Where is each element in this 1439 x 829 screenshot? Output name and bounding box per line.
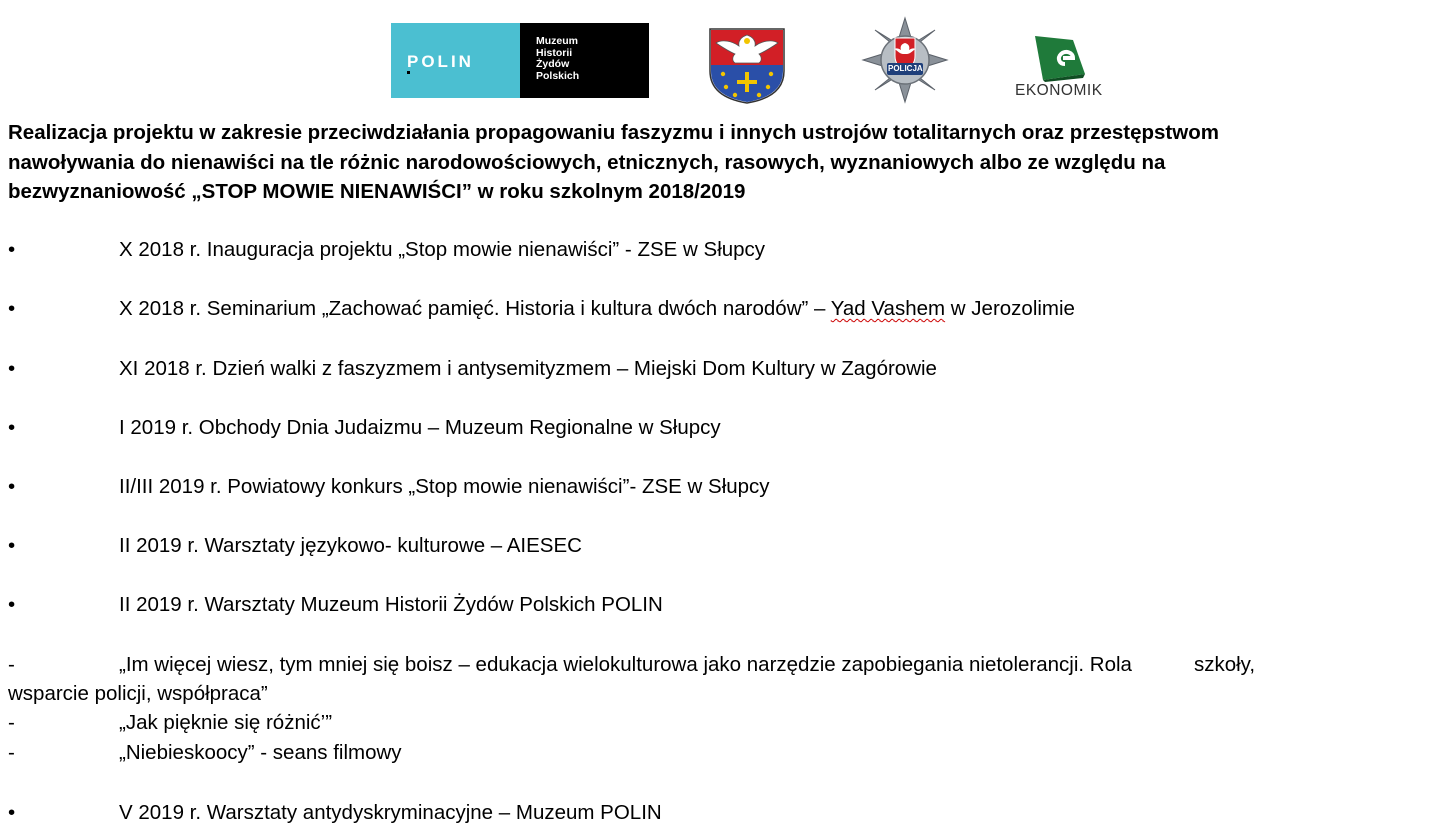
list-item: • II/III 2019 r. Powiatowy konkurs „Stop mowie nienawiści”- ZSE w Słupcy: [8, 472, 770, 501]
polin-logo: [391, 23, 649, 98]
police-logo: [861, 16, 949, 104]
ekonomik-emblem-icon: [1013, 34, 1115, 82]
dash-marker: -: [8, 653, 15, 676]
bullet-marker: •: [8, 416, 16, 439]
sub-list-item: - „Niebieskoocy” - seans filmowy: [8, 738, 402, 767]
coat-of-arms-icon: [708, 27, 786, 105]
bullet-marker: •: [8, 475, 16, 498]
list-item: • V 2019 r. Warsztaty antydyskryminacyjne – Muzeum POLIN: [8, 798, 662, 827]
list-item: • XI 2018 r. Dzień walki z faszyzmem i antysemityzmem – Miejski Dom Kultury w Zagórowie: [8, 354, 937, 383]
list-item: • X 2018 r. Inauguracja projektu „Stop mowie nienawiści” - ZSE w Słupcy: [8, 235, 765, 264]
sub-list-item: - „Im więcej wiesz, tym mniej się boisz – edukacja wielokulturowa jako narzędzie zapobiegania nietolerancji. Rola szkoły, wsparcie policji, współpraca”: [8, 650, 1433, 708]
list-item: • I 2019 r. Obchody Dnia Judaizmu – Muzeum Regionalne w Słupcy: [8, 413, 721, 442]
bullet-marker: •: [8, 801, 16, 824]
logo-bar: [0, 16, 1439, 106]
sub-list-item: - „Jak pięknie się różnić’”: [8, 708, 332, 737]
police-star-icon: [861, 16, 949, 104]
polin-logo-name: POLIN: [407, 52, 474, 71]
spellcheck-flagged-word: Yad Vashem: [830, 297, 946, 320]
dash-marker: -: [8, 741, 15, 764]
ekonomik-label: EKONOMIK: [1015, 82, 1103, 99]
police-badge-text: POLICJA: [888, 64, 923, 73]
list-item: • X 2018 r. Seminarium „Zachować pamięć. Historia i kultura dwóch narodów” – Yad Vashem w Jerozolimie: [8, 294, 1075, 323]
list-item: • II 2019 r. Warsztaty językowo- kulturowe – AIESEC: [8, 531, 582, 560]
polin-logo-caption: Muzeum Historii Żydów Polskich: [520, 23, 649, 98]
bullet-marker: •: [8, 297, 16, 320]
bullet-marker: •: [8, 593, 16, 616]
document-title: Realizacja projektu w zakresie przeciwdziałania propagowaniu faszyzmu i innych ustrojów totalitarnych oraz przestępstwom nawoływania do nienawiści na tle różnic narodowościowych, etnicznych, rasowych, wyznaniowych albo ze względu na bezwyznaniowość „STOP MOWIE NIENAWIŚCI” w roku szkolnym 2018/2019: [8, 121, 1219, 203]
polin-logo-wordmark: [391, 23, 520, 98]
bullet-marker: •: [8, 357, 16, 380]
ekonomik-logo: [1013, 34, 1115, 100]
bullet-marker: •: [8, 238, 16, 261]
bullet-marker: •: [8, 534, 16, 557]
list-item: • II 2019 r. Warsztaty Muzeum Historii Żydów Polskich POLIN: [8, 590, 663, 619]
dash-marker: -: [8, 711, 15, 734]
